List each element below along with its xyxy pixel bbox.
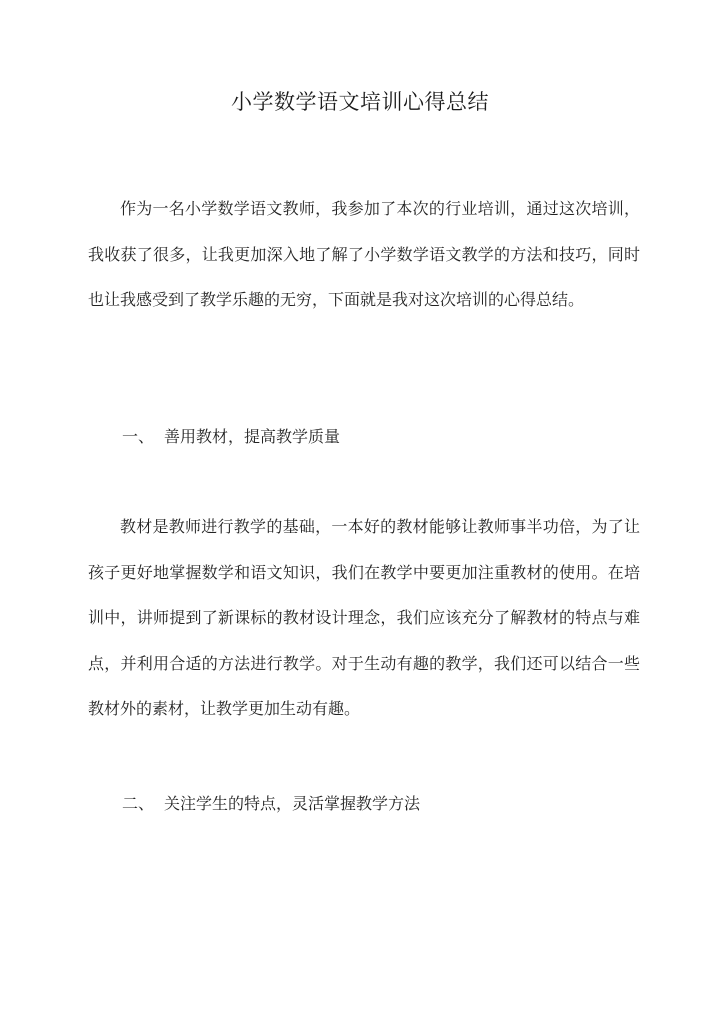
intro-paragraph: 作为一名小学数学语文教师，我参加了本次的行业培训，通过这次培训，我收获了很多，让我更加深入地了解了小学数学语文教学的方法和技巧，同时也让我感受到了教学乐趣的无穷，下面就是我对这次培训的心得总结。	[88, 199, 640, 309]
section-title-1: 善用教材，提高教学质量	[164, 427, 341, 446]
section-number-1: 一、	[122, 427, 155, 446]
document-title: 小学数学语文培训心得总结	[231, 90, 489, 114]
section-number-2: 二、	[122, 794, 155, 813]
section-heading-2	[122, 792, 420, 816]
section-heading-1	[122, 425, 340, 449]
section-body-1: 教材是教师进行教学的基础，一本好的教材能够让教师事半功倍，为了让孩子更好地掌握数学和语文知识，我们在教学中要更加注重教材的使用。在培训中，讲师提到了新课标的教材设计理念，我们应该充分了解教材的特点与难点，并利用合适的方法进行教学。对于生动有趣的教学，我们还可以结合一些教材外的素材，让教学更加生动有趣。	[88, 517, 640, 718]
section-title-2: 关注学生的特点，灵活掌握教学方法	[164, 794, 421, 813]
